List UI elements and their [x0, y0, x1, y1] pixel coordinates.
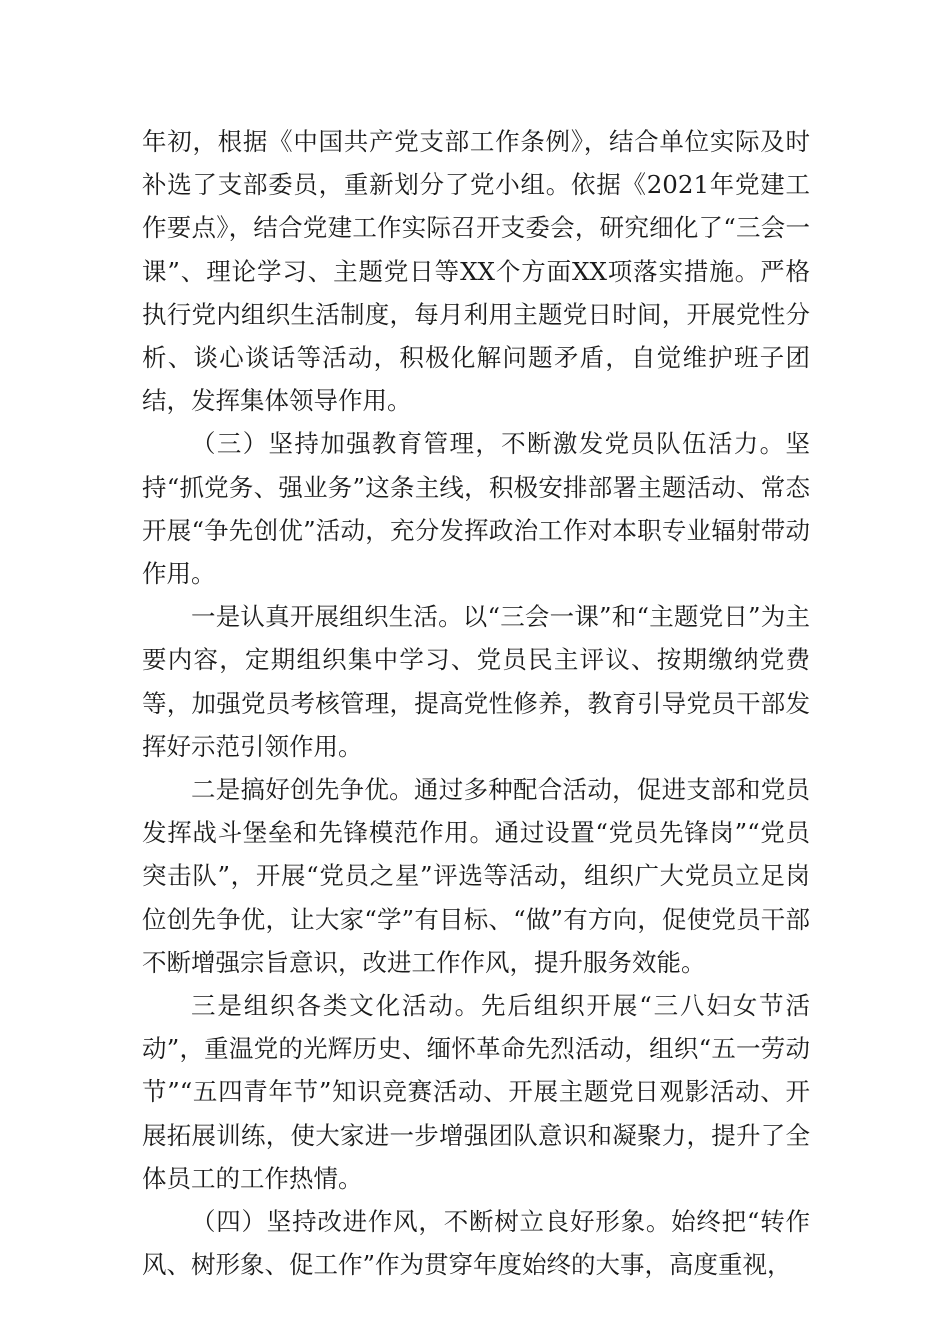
paragraph-item-one: 一是认真开展组织生活。以“三会一课”和“主题党日”为主要内容，定期组织集中学习、党员民主评议、按期缴纳党费等，加强党员考核管理，提高党性修养，教育引导党员干部发挥好示范引领作用。 [142, 602, 810, 761]
paragraph-item-three: 三是组织各类文化活动。先后组织开展“三八妇女节活动”，重温党的光辉历史、缅怀革命先烈活动，组织“五一劳动节”“五四青年节”知识竞赛活动、开展主题党日观影活动、开展拓展训练，使大家进一步增强团队意识和凝聚力，提升了全体员工的工作热情。 [142, 991, 810, 1193]
document-body [142, 120, 810, 1286]
paragraph-continuation: 年初，根据《中国共产党支部工作条例》，结合单位实际及时补选了支部委员，重新划分了党小组。依据《2021年党建工作要点》，结合党建工作实际召开支委会，研究细化了“三会一课”、理论学习、主题党日等XX个方面XX项落实措施。严格执行党内组织生活制度，每月利用主题党日时间，开展党性分析、谈心谈话等活动，积极化解问题矛盾，自觉维护班子团结，发挥集体领导作用。 [142, 127, 810, 416]
paragraph-section-three: （三）坚持加强教育管理，不断激发党员队伍活力。坚持“抓党务、强业务”这条主线，积极安排部署主题活动、常态开展“争先创优”活动，充分发挥政治工作对本职专业辐射带动作用。 [142, 429, 810, 589]
paragraph-item-two: 二是搞好创先争优。通过多种配合活动，促进支部和党员发挥战斗堡垒和先锋模范作用。通过设置“党员先锋岗”“党员突击队”，开展“党员之星”评选等活动，组织广大党员立足岗位创先争优，让大家“学”有目标、“做”有方向，促使党员干部不断增强宗旨意识，改进工作作风，提升服务效能。 [142, 775, 810, 977]
paragraph-section-four: （四）坚持改进作风，不断树立良好形象。始终把“转作风、树形象、促工作”作为贯穿年度始终的大事，高度重视， [142, 1207, 810, 1280]
